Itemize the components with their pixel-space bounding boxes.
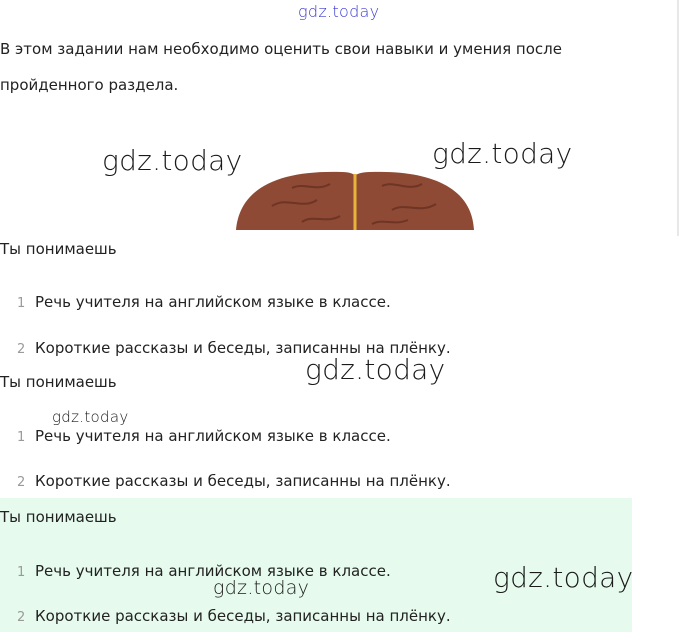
- brain-icon: [232, 166, 478, 230]
- brain-illustration: [232, 166, 478, 230]
- section-heading: Ты понимаешь: [0, 240, 117, 258]
- watermark: gdz.today: [298, 2, 380, 21]
- list-item-number: 2: [17, 475, 26, 490]
- skills-section-1: [0, 234, 632, 368]
- watermark: gdz.today: [213, 577, 310, 599]
- list-item-number: 1: [17, 296, 26, 311]
- section-heading: Ты понимаешь: [0, 373, 117, 391]
- list-item: [17, 293, 391, 311]
- list-item-text: Речь учителя на английском языке в классе.: [35, 562, 391, 580]
- skills-section-2: [0, 368, 632, 498]
- watermark: gdz.today: [102, 144, 243, 177]
- intro-paragraph: В этом задании нам необходимо оценить свои навыки и умения после пройденного раздела.: [0, 40, 562, 94]
- list-item: [17, 562, 391, 580]
- list-item-number: 2: [17, 610, 26, 625]
- list-item-text: Короткие рассказы и беседы, записанны на плёнку.: [35, 607, 451, 625]
- list-item-text: Речь учителя на английском языке в классе.: [35, 293, 391, 311]
- watermark: gdz.today: [305, 353, 446, 386]
- watermark: gdz.today: [493, 561, 634, 594]
- list-item-number: 1: [17, 565, 26, 580]
- list-item-text: Короткие рассказы и беседы, записанны на плёнку.: [35, 472, 451, 490]
- watermark: gdz.today: [52, 408, 129, 426]
- list-item-number: 1: [17, 430, 26, 445]
- list-item-number: 2: [17, 342, 26, 357]
- list-item: [17, 472, 451, 490]
- list-item-text: Речь учителя на английском языке в классе.: [35, 427, 391, 445]
- section-heading: Ты понимаешь: [0, 508, 117, 526]
- list-item-text: Короткие рассказы и беседы, записанны на плёнку.: [35, 339, 451, 357]
- watermark: gdz.today: [432, 137, 573, 170]
- list-item: [17, 427, 391, 445]
- list-item: [17, 607, 451, 625]
- page-edge-divider: [677, 0, 679, 236]
